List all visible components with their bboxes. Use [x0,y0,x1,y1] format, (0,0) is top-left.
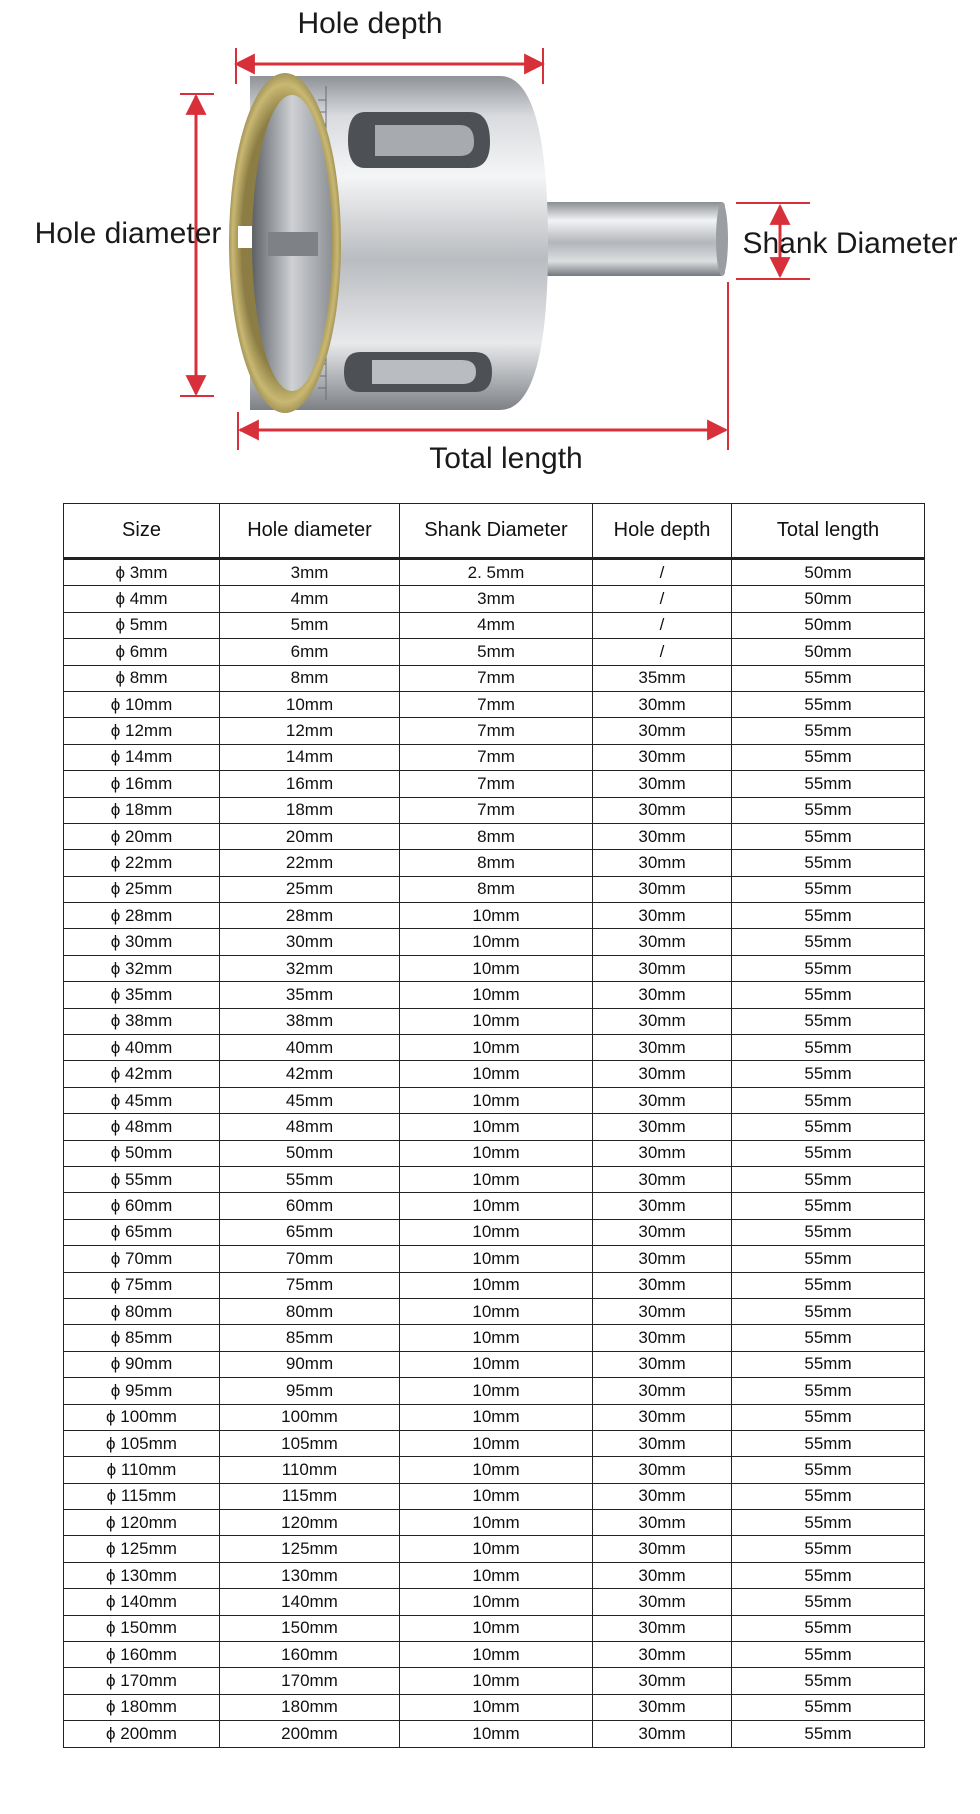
size-cell: ϕ 125mm [64,1536,220,1562]
header-shank-diameter: Shank Diameter [400,504,593,559]
shank-diameter-cell: 10mm [400,1378,593,1404]
shank-diameter-cell: 8mm [400,876,593,902]
hole-diameter-cell: 38mm [220,1008,400,1034]
shank-diameter-cell: 10mm [400,1562,593,1588]
size-cell: ϕ 10mm [64,691,220,717]
total-length-cell: 50mm [732,639,925,665]
table-row [64,1378,925,1404]
hole-diameter-cell: 100mm [220,1404,400,1430]
size-cell: ϕ 170mm [64,1668,220,1694]
total-length-cell: 55mm [732,823,925,849]
size-cell: ϕ 28mm [64,903,220,929]
hole-depth-cell: 30mm [593,1035,732,1061]
total-length-cell: 55mm [732,1140,925,1166]
total-length-cell: 55mm [732,850,925,876]
table-row [64,1193,925,1219]
table-row [64,744,925,770]
hole-depth-cell: 30mm [593,1061,732,1087]
hole-depth-cell: 30mm [593,1589,732,1615]
hole-diameter-cell: 150mm [220,1615,400,1641]
table-row [64,1325,925,1351]
hole-diameter-label: Hole diameter [34,217,222,250]
shank-diameter-cell: 10mm [400,1166,593,1192]
table-row [64,1562,925,1588]
rim-notch [238,226,252,248]
hole-diameter-cell: 12mm [220,718,400,744]
shank-diameter-cell: 10mm [400,1272,593,1298]
hole-depth-cell: 30mm [593,771,732,797]
total-length-cell: 55mm [732,955,925,981]
shank-diameter-cell: 10mm [400,929,593,955]
size-cell: ϕ 60mm [64,1193,220,1219]
size-cell: ϕ 25mm [64,876,220,902]
hole-diameter-cell: 120mm [220,1510,400,1536]
spec-table [63,503,925,1748]
total-length-cell: 55mm [732,1430,925,1456]
hole-depth-cell: 30mm [593,1562,732,1588]
size-cell: ϕ 20mm [64,823,220,849]
hole-depth-cell: 30mm [593,1193,732,1219]
hole-diameter-cell: 90mm [220,1351,400,1377]
hole-depth-cell: 30mm [593,1272,732,1298]
size-cell: ϕ 200mm [64,1721,220,1747]
hole-diameter-cell: 5mm [220,612,400,638]
hole-diameter-cell: 60mm [220,1193,400,1219]
shank-diameter-label: Shank Diameter [742,227,958,260]
shank-diameter-cell: 10mm [400,1694,593,1720]
hole-diameter-cell: 18mm [220,797,400,823]
hole-diameter-cell: 35mm [220,982,400,1008]
size-cell: ϕ 80mm [64,1298,220,1324]
hole-diameter-cell: 48mm [220,1114,400,1140]
total-length-cell: 55mm [732,1246,925,1272]
size-cell: ϕ 45mm [64,1087,220,1113]
size-cell: ϕ 160mm [64,1642,220,1668]
size-cell: ϕ 3mm [64,559,220,586]
total-length-cell: 55mm [732,1193,925,1219]
size-cell: ϕ 16mm [64,771,220,797]
shank-diameter-cell: 10mm [400,982,593,1008]
total-length-cell: 55mm [732,982,925,1008]
table-row [64,559,925,586]
total-length-cell: 55mm [732,1298,925,1324]
size-cell: ϕ 12mm [64,718,220,744]
table-row [64,1219,925,1245]
shank-diameter-cell: 5mm [400,639,593,665]
size-cell: ϕ 55mm [64,1166,220,1192]
shank-end [716,202,728,276]
hole-diameter-cell: 70mm [220,1246,400,1272]
hole-diameter-cell: 55mm [220,1166,400,1192]
size-cell: ϕ 150mm [64,1615,220,1641]
total-length-cell: 55mm [732,1035,925,1061]
hole-depth-cell: / [593,586,732,612]
shank-diameter-cell: 10mm [400,1404,593,1430]
size-cell: ϕ 22mm [64,850,220,876]
size-cell: ϕ 40mm [64,1035,220,1061]
hole-depth-cell: 30mm [593,744,732,770]
hole-diameter-cell: 3mm [220,559,400,586]
spec-table-body [64,559,925,1748]
table-row [64,1536,925,1562]
total-length-cell: 55mm [732,1642,925,1668]
hole-diameter-cell: 85mm [220,1325,400,1351]
shank-diameter-cell: 10mm [400,1087,593,1113]
hole-depth-cell: 30mm [593,982,732,1008]
hole-diameter-cell: 25mm [220,876,400,902]
table-row [64,665,925,691]
table-row [64,1351,925,1377]
header-hole-diameter: Hole diameter [220,504,400,559]
hole-saw-diagram [0,0,980,490]
hole-diameter-cell: 110mm [220,1457,400,1483]
size-cell: ϕ 85mm [64,1325,220,1351]
size-cell: ϕ 110mm [64,1457,220,1483]
hole-diameter-cell: 32mm [220,955,400,981]
hole-depth-cell: 30mm [593,876,732,902]
hole-depth-cell: 30mm [593,1457,732,1483]
total-length-cell: 55mm [732,1457,925,1483]
table-row [64,1166,925,1192]
hole-depth-cell: 30mm [593,1430,732,1456]
hole-diameter-cell: 105mm [220,1430,400,1456]
shank-diameter-cell: 7mm [400,691,593,717]
total-length-cell: 55mm [732,1404,925,1430]
hole-depth-cell: 30mm [593,718,732,744]
size-cell: ϕ 38mm [64,1008,220,1034]
hole-depth-cell: 30mm [593,1246,732,1272]
size-cell: ϕ 90mm [64,1351,220,1377]
hole-diameter-cell: 80mm [220,1298,400,1324]
total-length-cell: 55mm [732,665,925,691]
total-length-cell: 55mm [732,1536,925,1562]
size-cell: ϕ 75mm [64,1272,220,1298]
size-cell: ϕ 130mm [64,1562,220,1588]
table-row [64,1457,925,1483]
shank-diameter-cell: 10mm [400,1193,593,1219]
hole-diameter-cell: 65mm [220,1219,400,1245]
table-row [64,1668,925,1694]
shank-diameter-cell: 7mm [400,744,593,770]
hole-saw-illustration [0,0,980,490]
shank-diameter-cell: 10mm [400,1615,593,1641]
shank-diameter-cell: 10mm [400,1114,593,1140]
hole-depth-cell: 30mm [593,797,732,823]
interior-cross [268,232,318,256]
hole-depth-cell: 35mm [593,665,732,691]
table-row [64,1510,925,1536]
hole-diameter-cell: 42mm [220,1061,400,1087]
hole-depth-cell: 30mm [593,1536,732,1562]
upper-slot-inner [375,125,474,156]
total-length-cell: 55mm [732,1219,925,1245]
size-cell: ϕ 105mm [64,1430,220,1456]
shank-diameter-cell: 8mm [400,850,593,876]
table-row [64,1404,925,1430]
hole-depth-cell: 30mm [593,1140,732,1166]
table-row [64,955,925,981]
table-row [64,876,925,902]
table-row [64,1298,925,1324]
header-total-length: Total length [732,504,925,559]
hole-depth-cell: 30mm [593,1615,732,1641]
table-row [64,1061,925,1087]
lower-slot-inner [372,360,476,384]
hole-depth-cell: 30mm [593,1087,732,1113]
table-row [64,1430,925,1456]
total-length-cell: 55mm [732,1325,925,1351]
total-length-cell: 55mm [732,1615,925,1641]
size-cell: ϕ 180mm [64,1694,220,1720]
total-length-cell: 50mm [732,559,925,586]
shank-diameter-cell: 7mm [400,718,593,744]
table-header-row [64,504,925,559]
table-row [64,1721,925,1747]
hole-depth-cell: 30mm [593,1298,732,1324]
total-length-cell: 55mm [732,1351,925,1377]
hole-diameter-cell: 28mm [220,903,400,929]
size-cell: ϕ 50mm [64,1140,220,1166]
table-row [64,691,925,717]
shank-diameter-cell: 10mm [400,1061,593,1087]
hole-depth-cell: 30mm [593,1219,732,1245]
shank-diameter-cell: 10mm [400,1430,593,1456]
table-row [64,586,925,612]
table-row [64,718,925,744]
table-row [64,1008,925,1034]
shank-diameter-cell: 10mm [400,1298,593,1324]
hole-depth-cell: 30mm [593,903,732,929]
hole-depth-cell: 30mm [593,1325,732,1351]
hole-diameter-cell: 180mm [220,1694,400,1720]
hole-diameter-cell: 115mm [220,1483,400,1509]
hole-diameter-cell: 125mm [220,1536,400,1562]
hole-depth-cell: / [593,559,732,586]
table-row [64,929,925,955]
hole-diameter-cell: 20mm [220,823,400,849]
size-cell: ϕ 5mm [64,612,220,638]
table-row [64,1483,925,1509]
shank-diameter-cell: 10mm [400,1536,593,1562]
hole-depth-cell: 30mm [593,1008,732,1034]
size-cell: ϕ 140mm [64,1589,220,1615]
shank-diameter-cell: 10mm [400,1510,593,1536]
total-length-cell: 55mm [732,903,925,929]
hole-depth-cell: 30mm [593,1166,732,1192]
hole-depth-cell: 30mm [593,1378,732,1404]
table-row [64,823,925,849]
hole-depth-cell: 30mm [593,1642,732,1668]
shank-diameter-cell: 3mm [400,586,593,612]
total-length-cell: 55mm [732,797,925,823]
size-cell: ϕ 95mm [64,1378,220,1404]
shank-diameter-cell: 7mm [400,771,593,797]
table-row [64,639,925,665]
shank-diameter-cell: 10mm [400,1035,593,1061]
hole-diameter-cell: 30mm [220,929,400,955]
shank-diameter-cell: 7mm [400,797,593,823]
shank-diameter-cell: 10mm [400,1457,593,1483]
hole-depth-cell: 30mm [593,1404,732,1430]
total-length-cell: 55mm [732,1378,925,1404]
hole-diameter-cell: 8mm [220,665,400,691]
table-row [64,1246,925,1272]
hole-diameter-cell: 160mm [220,1642,400,1668]
shank-diameter-cell: 10mm [400,1325,593,1351]
hole-depth-cell: 30mm [593,691,732,717]
shank-diameter-cell: 10mm [400,1668,593,1694]
hole-diameter-cell: 75mm [220,1272,400,1298]
hole-diameter-cell: 16mm [220,771,400,797]
size-cell: ϕ 100mm [64,1404,220,1430]
table-row [64,797,925,823]
hole-diameter-cell: 14mm [220,744,400,770]
table-row [64,771,925,797]
size-cell: ϕ 48mm [64,1114,220,1140]
table-row [64,903,925,929]
size-cell: ϕ 4mm [64,586,220,612]
shank-diameter-cell: 4mm [400,612,593,638]
shank-diameter-cell: 10mm [400,955,593,981]
shank-diameter-cell: 10mm [400,1642,593,1668]
size-cell: ϕ 70mm [64,1246,220,1272]
shank-diameter-cell: 10mm [400,1721,593,1747]
hole-diameter-cell: 45mm [220,1087,400,1113]
total-length-cell: 55mm [732,1061,925,1087]
size-cell: ϕ 35mm [64,982,220,1008]
hole-diameter-cell: 95mm [220,1378,400,1404]
hole-depth-cell: 30mm [593,823,732,849]
total-length-cell: 55mm [732,1008,925,1034]
total-length-cell: 55mm [732,1166,925,1192]
total-length-cell: 55mm [732,1694,925,1720]
size-cell: ϕ 6mm [64,639,220,665]
total-length-cell: 55mm [732,1562,925,1588]
size-cell: ϕ 18mm [64,797,220,823]
shank [540,202,725,276]
total-length-cell: 55mm [732,1114,925,1140]
total-length-cell: 55mm [732,876,925,902]
total-length-cell: 55mm [732,771,925,797]
size-cell: ϕ 115mm [64,1483,220,1509]
table-row [64,1272,925,1298]
hole-depth-cell: / [593,639,732,665]
hole-depth-cell: 30mm [593,1510,732,1536]
size-cell: ϕ 14mm [64,744,220,770]
hole-depth-cell: 30mm [593,1114,732,1140]
total-length-cell: 55mm [732,1272,925,1298]
hole-depth-cell: / [593,612,732,638]
total-length-cell: 55mm [732,929,925,955]
table-row [64,1589,925,1615]
hole-diameter-cell: 22mm [220,850,400,876]
shank-diameter-cell: 10mm [400,1351,593,1377]
hole-depth-cell: 30mm [593,1694,732,1720]
total-length-cell: 55mm [732,1721,925,1747]
hole-diameter-cell: 200mm [220,1721,400,1747]
total-length-cell: 55mm [732,718,925,744]
table-row [64,1114,925,1140]
shank-diameter-cell: 10mm [400,1246,593,1272]
hole-diameter-cell: 10mm [220,691,400,717]
table-row [64,850,925,876]
hole-depth-cell: 30mm [593,1721,732,1747]
size-cell: ϕ 8mm [64,665,220,691]
header-hole-depth: Hole depth [593,504,732,559]
shank-diameter-cell: 10mm [400,1589,593,1615]
hole-depth-label: Hole depth [297,7,443,40]
hole-depth-cell: 30mm [593,929,732,955]
hole-depth-cell: 30mm [593,850,732,876]
hole-diameter-cell: 130mm [220,1562,400,1588]
total-length-cell: 55mm [732,1589,925,1615]
table-row [64,1642,925,1668]
total-length-cell: 55mm [732,691,925,717]
shank-diameter-cell: 7mm [400,665,593,691]
total-length-cell: 50mm [732,586,925,612]
hole-diameter-cell: 140mm [220,1589,400,1615]
shank-diameter-cell: 10mm [400,1483,593,1509]
hole-depth-cell: 30mm [593,1483,732,1509]
table-row [64,1140,925,1166]
size-cell: ϕ 32mm [64,955,220,981]
hole-depth-cell: 30mm [593,1351,732,1377]
size-cell: ϕ 65mm [64,1219,220,1245]
table-row [64,1694,925,1720]
total-length-cell: 50mm [732,612,925,638]
shank-diameter-cell: 10mm [400,903,593,929]
size-cell: ϕ 120mm [64,1510,220,1536]
shank-diameter-cell: 10mm [400,1140,593,1166]
shank-diameter-cell: 10mm [400,1008,593,1034]
shank-diameter-cell: 8mm [400,823,593,849]
hole-depth-cell: 30mm [593,955,732,981]
total-length-cell: 55mm [732,1483,925,1509]
size-cell: ϕ 42mm [64,1061,220,1087]
hole-diameter-cell: 40mm [220,1035,400,1061]
hole-depth-cell: 30mm [593,1668,732,1694]
table-row [64,982,925,1008]
table-row [64,612,925,638]
total-length-cell: 55mm [732,1668,925,1694]
table-row [64,1087,925,1113]
table-row [64,1615,925,1641]
shank-diameter-cell: 10mm [400,1219,593,1245]
hole-diameter-cell: 4mm [220,586,400,612]
shank-diameter-cell: 2. 5mm [400,559,593,586]
total-length-cell: 55mm [732,1087,925,1113]
hole-diameter-cell: 50mm [220,1140,400,1166]
hole-diameter-cell: 6mm [220,639,400,665]
total-length-label: Total length [429,442,583,475]
header-size: Size [64,504,220,559]
hole-diameter-cell: 170mm [220,1668,400,1694]
size-cell: ϕ 30mm [64,929,220,955]
total-length-cell: 55mm [732,744,925,770]
total-length-cell: 55mm [732,1510,925,1536]
table-row [64,1035,925,1061]
